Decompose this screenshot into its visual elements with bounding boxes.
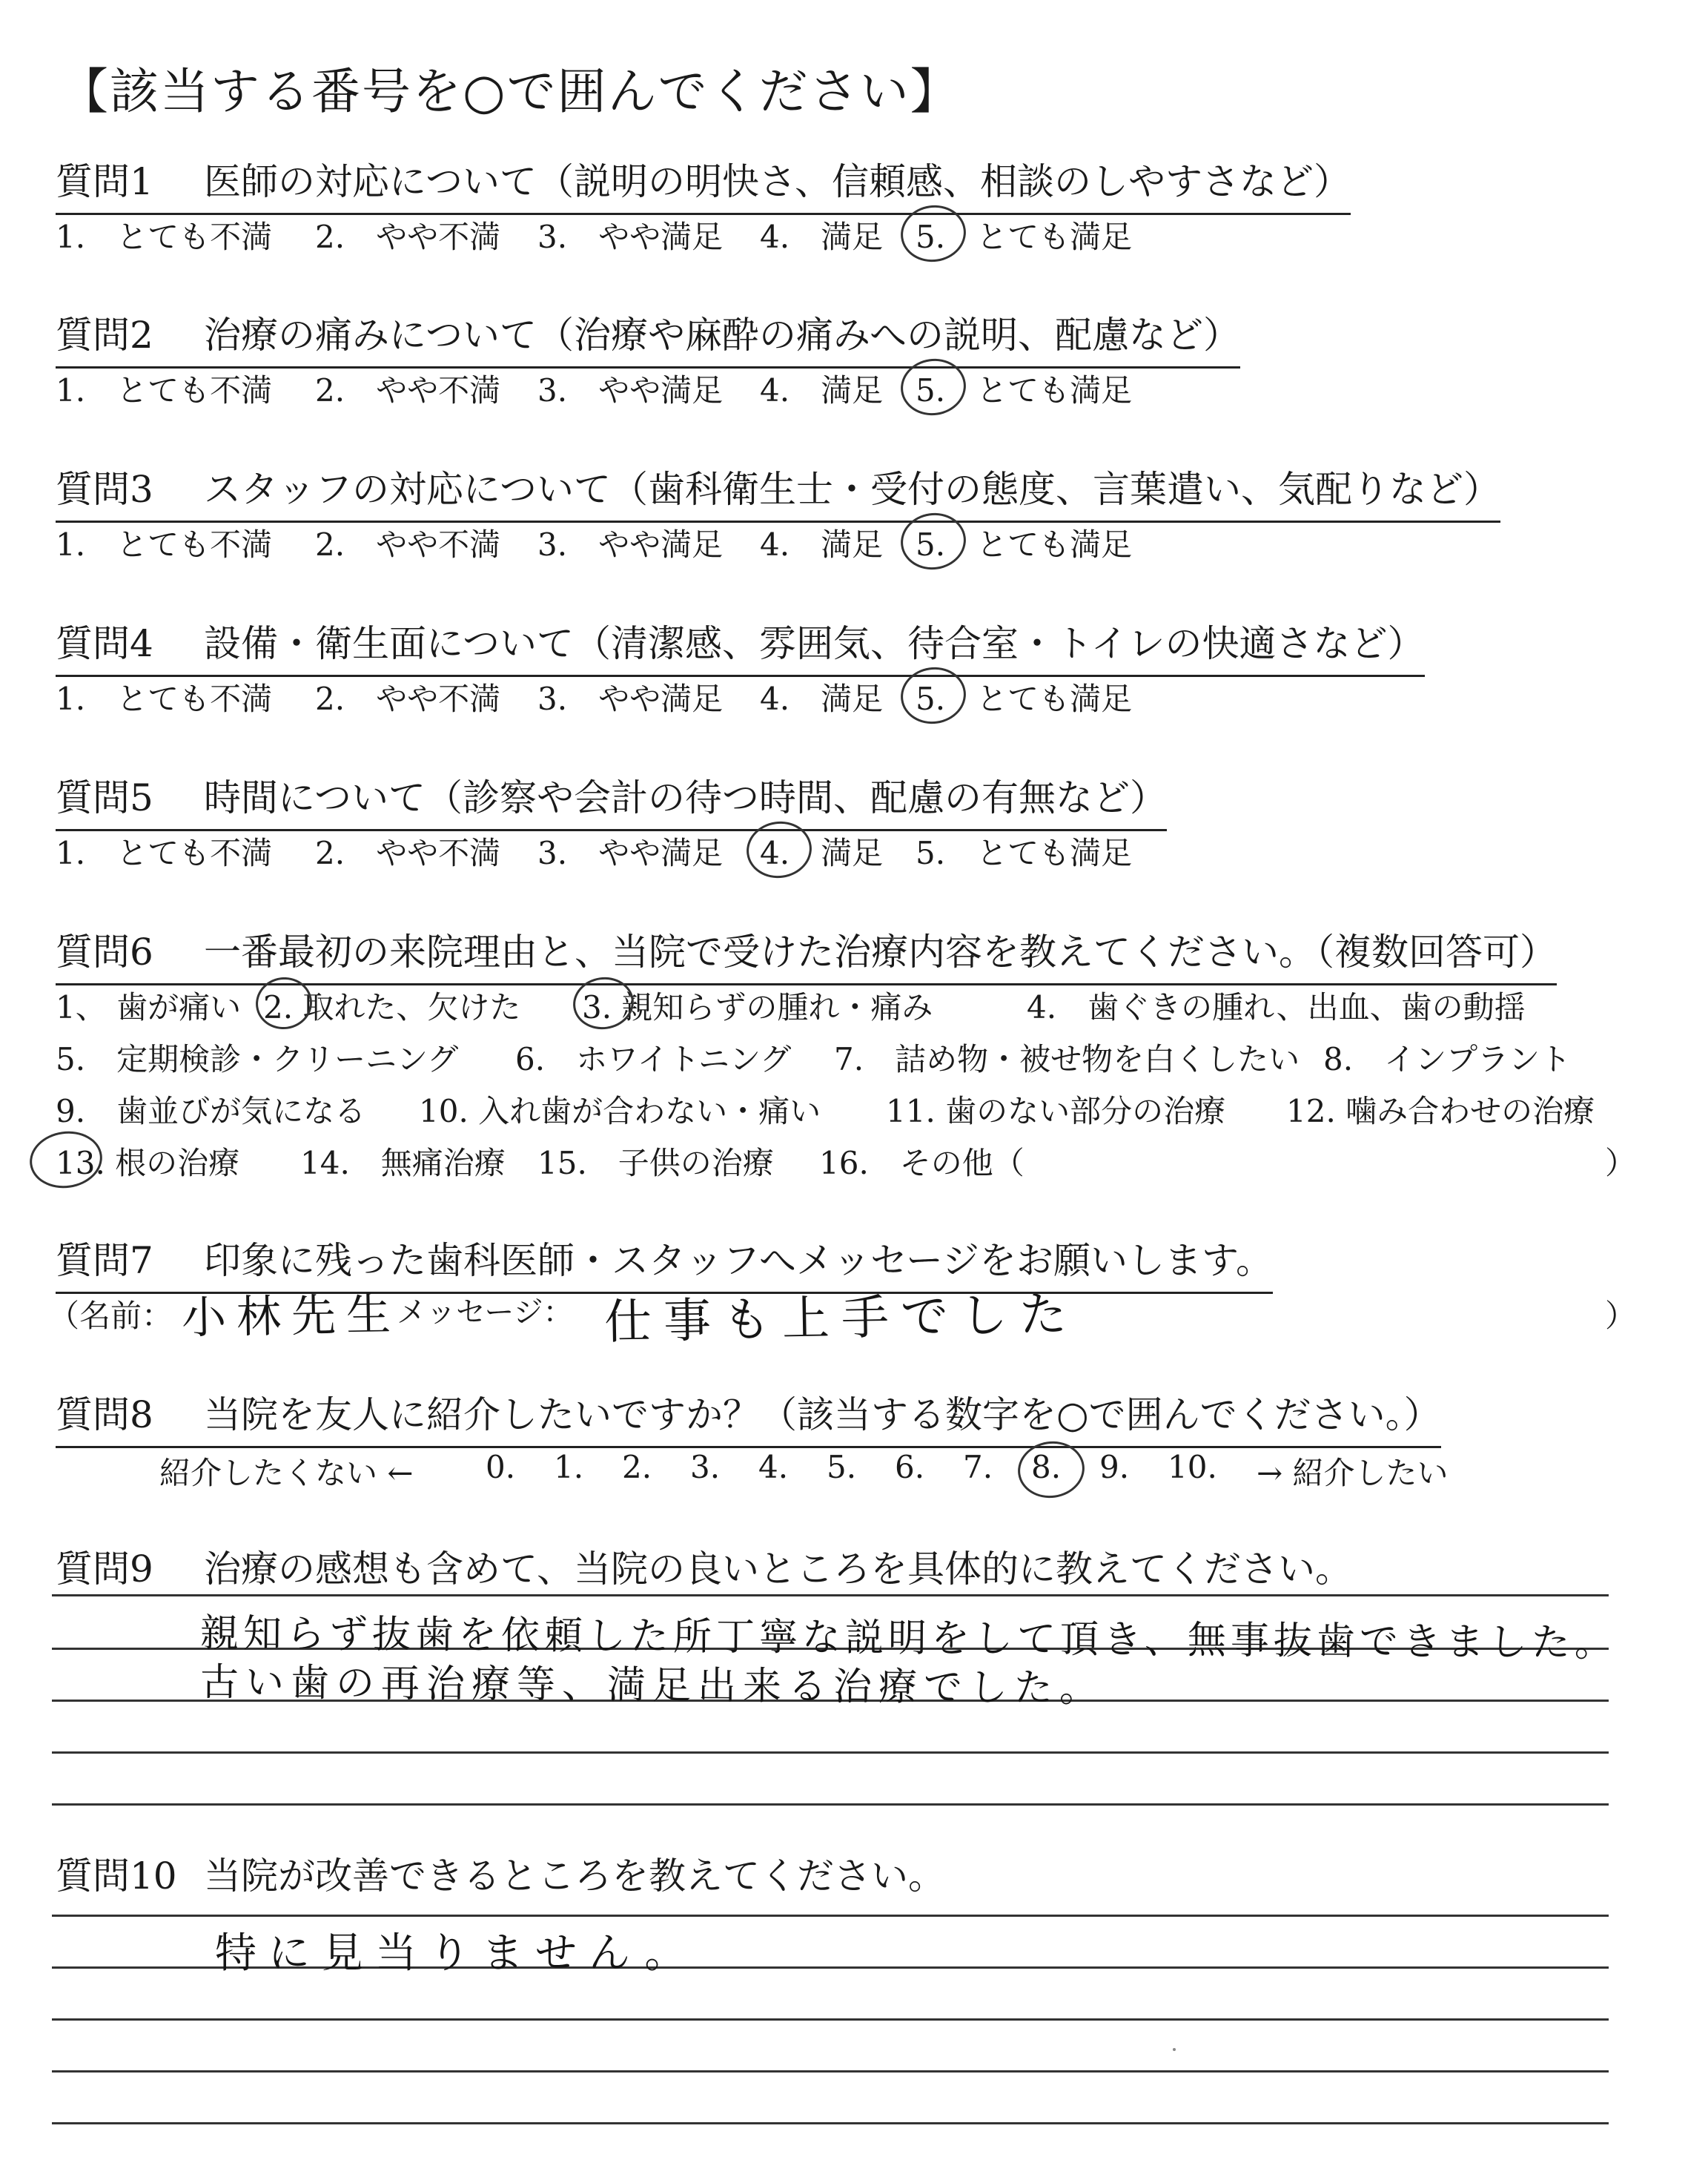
- option-1[interactable]: 1. とても不満: [56, 835, 273, 871]
- question-10-heading: [56, 1846, 945, 1900]
- question-number: 質問1: [56, 160, 153, 203]
- answer-line: [52, 2122, 1609, 2124]
- close-paren: ）: [1605, 1145, 1637, 1181]
- option-4[interactable]: 4. 満足: [760, 835, 884, 871]
- reason-3[interactable]: 3. 親知らずの腫れ・痛み: [582, 989, 933, 1025]
- reason-1[interactable]: 1、 歯が痛い: [56, 989, 242, 1025]
- option-5[interactable]: 5. とても満足: [916, 372, 1133, 409]
- option-2[interactable]: 2. やや不満: [315, 372, 501, 409]
- option-4[interactable]: 4. 満足: [760, 526, 884, 563]
- question-number: 質問7: [56, 1239, 153, 1282]
- question-number: 質問9: [56, 1548, 153, 1591]
- page-title: 【該当する番号を○で囲んでください】: [59, 63, 961, 120]
- answer-line: [52, 2070, 1609, 2073]
- answer-handwritten-line-1[interactable]: 特に見当りません。: [215, 1929, 698, 1978]
- reason-15[interactable]: 15. 子供の治療: [537, 1145, 774, 1181]
- scale-right-label: → 紹介したい: [1257, 1455, 1449, 1491]
- reason-2[interactable]: 2. 取れた、欠けた: [263, 989, 521, 1025]
- question-text: 治療の痛みについて（治療や麻酔の痛みへの説明、配慮など）: [204, 314, 1240, 357]
- reason-12[interactable]: 12. 噛み合わせの治療: [1286, 1093, 1595, 1129]
- option-1[interactable]: 1. とても不満: [56, 681, 273, 717]
- option-3[interactable]: 3. やや満足: [537, 372, 724, 409]
- option-4[interactable]: 4. 満足: [760, 372, 884, 409]
- question-text: 印象に残った歯科医師・スタッフへメッセージをお願いします。: [204, 1239, 1273, 1282]
- message-label: メッセージ：: [397, 1295, 573, 1330]
- question-4-heading: [56, 614, 1425, 677]
- question-text: 当院を友人に紹介したいですか？（該当する数字を○で囲んでください。）: [204, 1393, 1441, 1436]
- option-4[interactable]: 4. 満足: [760, 219, 884, 255]
- question-number: 質問6: [56, 931, 153, 974]
- reason-4[interactable]: 4. 歯ぐきの腫れ、出血、歯の動揺: [1027, 989, 1526, 1025]
- answer-line: [52, 1915, 1609, 1917]
- question-number: 質問3: [56, 468, 153, 511]
- question-3-heading: [56, 460, 1500, 523]
- option-5[interactable]: 5. とても満足: [916, 835, 1133, 871]
- option-5[interactable]: 5. とても満足: [916, 681, 1133, 717]
- reason-16[interactable]: 16. その他（: [819, 1145, 1025, 1181]
- reason-14[interactable]: 14. 無痛治療: [300, 1145, 506, 1181]
- question-6-heading: [56, 922, 1557, 985]
- option-2[interactable]: 2. やや不満: [315, 681, 501, 717]
- option-2[interactable]: 2. やや不満: [315, 526, 501, 563]
- close-paren: ）: [1605, 1298, 1637, 1334]
- answer-line: [52, 1803, 1609, 1806]
- paper-speck: [1173, 2048, 1176, 2051]
- scale-2[interactable]: 2.: [622, 1449, 652, 1485]
- scale-3[interactable]: 3.: [690, 1449, 721, 1485]
- question-number: 質問2: [56, 314, 153, 357]
- scale-4[interactable]: 4.: [758, 1449, 789, 1485]
- question-text: 設備・衛生面について（清潔感、雰囲気、待合室・トイレの快適さなど）: [204, 622, 1425, 665]
- scale-left-label: 紹介したくない ←: [159, 1455, 414, 1491]
- question-text: 一番最初の来院理由と、当院で受けた治療内容を教えてください。（複数回答可）: [204, 931, 1557, 974]
- option-1[interactable]: 1. とても不満: [56, 372, 273, 409]
- option-1[interactable]: 1. とても不満: [56, 219, 273, 255]
- scale-1[interactable]: 1.: [554, 1449, 584, 1485]
- option-3[interactable]: 3. やや満足: [537, 681, 724, 717]
- option-2[interactable]: 2. やや不満: [315, 835, 501, 871]
- reason-9[interactable]: 9. 歯並びが気になる: [56, 1093, 366, 1129]
- scale-5[interactable]: 5.: [827, 1449, 857, 1485]
- question-text: 治療の感想も含めて、当院の良いところを具体的に教えてください。: [204, 1548, 1352, 1591]
- question-text: 当院が改善できるところを教えてください。: [204, 1855, 945, 1898]
- option-5[interactable]: 5. とても満足: [916, 526, 1133, 563]
- question-number: 質問8: [56, 1393, 153, 1436]
- answer-line: [52, 1594, 1609, 1596]
- reason-11[interactable]: 11. 歯のない部分の治療: [886, 1093, 1226, 1129]
- reason-6[interactable]: 6. ホワイトニング: [515, 1041, 792, 1077]
- scale-9[interactable]: 9.: [1099, 1449, 1130, 1485]
- answer-handwritten-line-1[interactable]: 親知らず抜歯を依頼した所丁寧な説明をして頂き、無事抜歯できました。: [199, 1611, 1618, 1666]
- question-text: 医師の対応について（説明の明快さ、信頼感、相談のしやすさなど）: [204, 160, 1351, 203]
- option-4[interactable]: 4. 満足: [760, 681, 884, 717]
- question-text: 時間について（診察や会計の待つ時間、配慮の有無など）: [204, 776, 1167, 819]
- name-label: （名前：: [48, 1298, 173, 1334]
- question-1-heading: [56, 152, 1351, 215]
- scale-6[interactable]: 6.: [895, 1449, 925, 1485]
- answer-line: [52, 1751, 1609, 1754]
- question-number: 質問4: [56, 622, 153, 665]
- option-3[interactable]: 3. やや満足: [537, 835, 724, 871]
- question-5-heading: [56, 768, 1167, 831]
- option-2[interactable]: 2. やや不満: [315, 219, 501, 255]
- name-handwritten[interactable]: 小林先生: [181, 1288, 402, 1344]
- message-handwritten[interactable]: 仕事も上手でした: [603, 1287, 1079, 1350]
- question-2-heading: [56, 305, 1240, 369]
- option-3[interactable]: 3. やや満足: [537, 219, 724, 255]
- scale-0[interactable]: 0.: [486, 1449, 516, 1485]
- reason-8[interactable]: 8. インプラント: [1323, 1041, 1572, 1077]
- answer-handwritten-line-2[interactable]: 古い歯の再治療等、満足出来る治療でした。: [199, 1660, 1105, 1711]
- scale-7[interactable]: 7.: [963, 1449, 993, 1485]
- question-number: 質問5: [56, 776, 153, 819]
- question-9-heading: [56, 1539, 1352, 1593]
- option-5[interactable]: 5. とても満足: [916, 219, 1133, 255]
- question-number: 質問10: [56, 1855, 177, 1898]
- reason-7[interactable]: 7. 詰め物・被せ物を白くしたい: [834, 1041, 1300, 1077]
- option-1[interactable]: 1. とても不満: [56, 526, 273, 563]
- scale-8[interactable]: 8.: [1031, 1449, 1062, 1485]
- question-text: スタッフの対応について（歯科衛生士・受付の態度、言葉遣い、気配りなど）: [204, 468, 1500, 511]
- scale-10[interactable]: 10.: [1168, 1449, 1217, 1485]
- reason-13[interactable]: 13. 根の治療: [56, 1145, 240, 1181]
- answer-line: [52, 2018, 1609, 2021]
- reason-5[interactable]: 5. 定期検診・クリーニング: [56, 1041, 459, 1077]
- option-3[interactable]: 3. やや満足: [537, 526, 724, 563]
- reason-10[interactable]: 10. 入れ歯が合わない・痛い: [419, 1093, 821, 1129]
- question-8-heading: [56, 1385, 1441, 1448]
